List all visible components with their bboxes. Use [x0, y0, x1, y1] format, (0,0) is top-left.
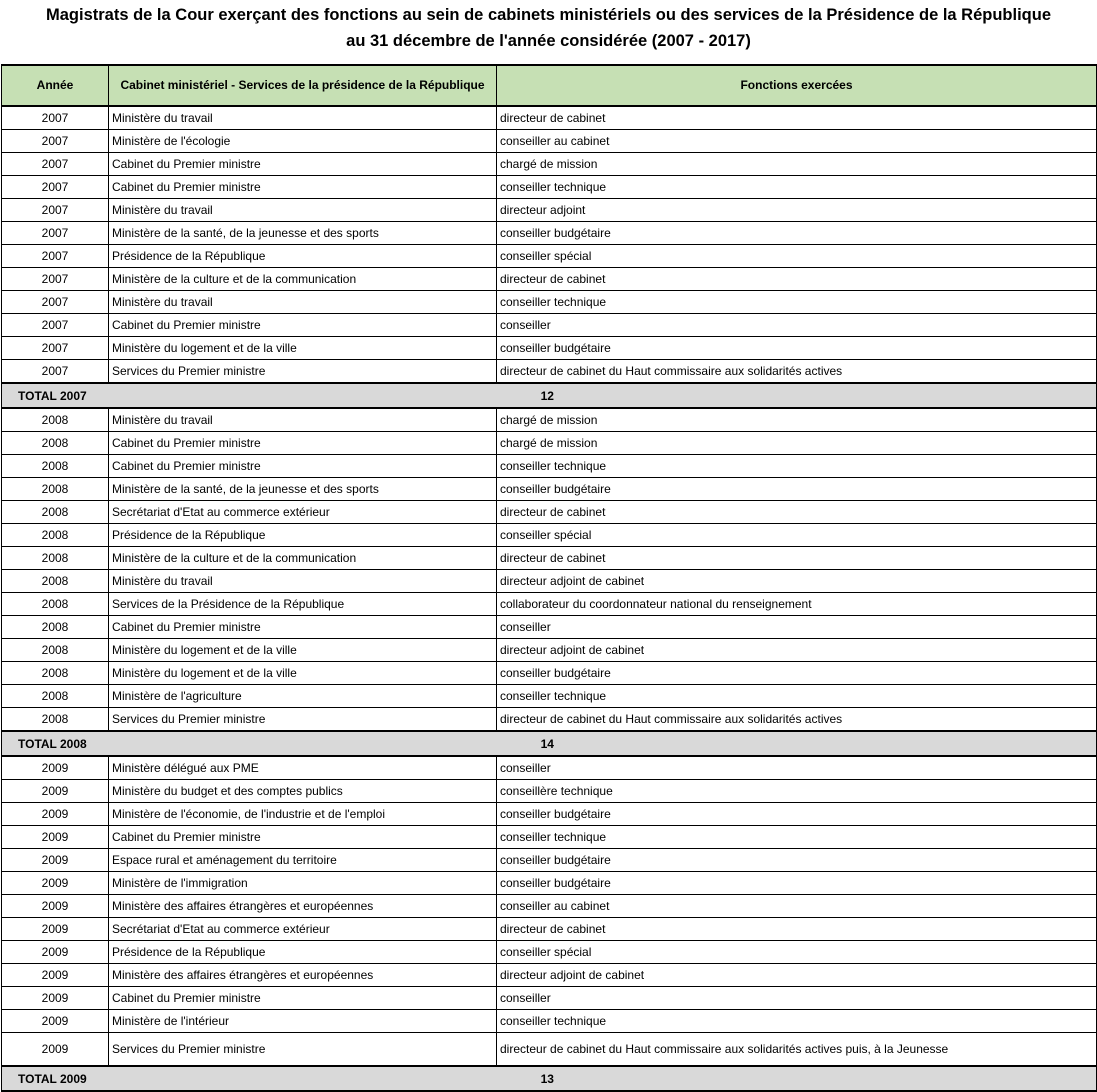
cell-cabinet: Ministère de l'immigration [109, 872, 497, 895]
table-row [2, 803, 1097, 826]
cell-year: 2007 [2, 176, 109, 199]
cell-fonction: directeur de cabinet du Haut commissaire aux solidarités actives puis, à la Jeunesse [497, 1033, 1097, 1067]
table-row [2, 153, 1097, 176]
header-fonctions: Fonctions exercées [497, 65, 1097, 106]
total-count: 14 [109, 731, 1097, 756]
cell-cabinet: Secrétariat d'Etat au commerce extérieur [109, 501, 497, 524]
table-row [2, 616, 1097, 639]
table-row [2, 826, 1097, 849]
table-row [2, 268, 1097, 291]
cell-fonction: conseiller technique [497, 1010, 1097, 1033]
cell-year: 2009 [2, 987, 109, 1010]
cell-cabinet: Ministère du logement et de la ville [109, 639, 497, 662]
cell-year: 2007 [2, 360, 109, 384]
total-label: TOTAL 2007 [2, 383, 109, 408]
cell-fonction: conseiller budgétaire [497, 337, 1097, 360]
cell-fonction: conseiller spécial [497, 941, 1097, 964]
cell-cabinet: Ministère de la culture et de la communication [109, 268, 497, 291]
cell-fonction: directeur adjoint [497, 199, 1097, 222]
title-line-1: Magistrats de la Cour exerçant des fonctions au sein de cabinets ministériels ou des services de la Présidence de la République [45, 6, 1052, 24]
cell-cabinet: Secrétariat d'Etat au commerce extérieur [109, 918, 497, 941]
cell-year: 2009 [2, 895, 109, 918]
cell-fonction: directeur de cabinet [497, 918, 1097, 941]
table-row [2, 337, 1097, 360]
cell-fonction: chargé de mission [497, 408, 1097, 432]
cell-fonction: conseillère technique [497, 780, 1097, 803]
total-label: TOTAL 2008 [2, 731, 109, 756]
cell-year: 2009 [2, 803, 109, 826]
cell-cabinet: Ministère du travail [109, 199, 497, 222]
cell-cabinet: Présidence de la République [109, 941, 497, 964]
cell-year: 2008 [2, 547, 109, 570]
cell-year: 2008 [2, 455, 109, 478]
cell-fonction: conseiller au cabinet [497, 130, 1097, 153]
cell-fonction: conseiller technique [497, 685, 1097, 708]
table-row [2, 895, 1097, 918]
cell-fonction: conseiller budgétaire [497, 872, 1097, 895]
cell-year: 2009 [2, 756, 109, 780]
table-row [2, 639, 1097, 662]
cell-year: 2008 [2, 708, 109, 732]
table-row [2, 408, 1097, 432]
total-row [2, 731, 1097, 756]
table-row [2, 130, 1097, 153]
cell-fonction: conseiller budgétaire [497, 222, 1097, 245]
cell-fonction: conseiller budgétaire [497, 478, 1097, 501]
cell-fonction: directeur de cabinet du Haut commissaire aux solidarités actives [497, 708, 1097, 732]
cell-year: 2009 [2, 1033, 109, 1067]
cell-fonction: conseiller au cabinet [497, 895, 1097, 918]
cell-cabinet: Ministère délégué aux PME [109, 756, 497, 780]
cell-fonction: directeur de cabinet [497, 268, 1097, 291]
table-row [2, 524, 1097, 547]
cell-fonction: collaborateur du coordonnateur national du renseignement [497, 593, 1097, 616]
table-row [2, 1033, 1097, 1067]
cell-cabinet: Ministère des affaires étrangères et européennes [109, 895, 497, 918]
table-row [2, 570, 1097, 593]
cell-year: 2007 [2, 199, 109, 222]
cell-fonction: directeur de cabinet du Haut commissaire aux solidarités actives [497, 360, 1097, 384]
table-row [2, 547, 1097, 570]
table-row [2, 685, 1097, 708]
cell-year: 2009 [2, 872, 109, 895]
header-cabinet: Cabinet ministériel - Services de la présidence de la République [109, 65, 497, 106]
cell-fonction: conseiller technique [497, 826, 1097, 849]
table-row [2, 1010, 1097, 1033]
cell-fonction: directeur adjoint de cabinet [497, 639, 1097, 662]
total-row [2, 383, 1097, 408]
cell-cabinet: Présidence de la République [109, 524, 497, 547]
cell-cabinet: Espace rural et aménagement du territoire [109, 849, 497, 872]
cell-fonction: conseiller [497, 987, 1097, 1010]
cell-year: 2007 [2, 130, 109, 153]
cell-cabinet: Ministère de l'agriculture [109, 685, 497, 708]
cell-cabinet: Cabinet du Premier ministre [109, 455, 497, 478]
table-row [2, 593, 1097, 616]
cell-year: 2007 [2, 337, 109, 360]
table-row [2, 941, 1097, 964]
cell-year: 2009 [2, 780, 109, 803]
table-row [2, 106, 1097, 130]
cell-fonction: directeur de cabinet [497, 501, 1097, 524]
table-row [2, 987, 1097, 1010]
table-row [2, 291, 1097, 314]
cell-year: 2008 [2, 662, 109, 685]
table-row [2, 918, 1097, 941]
cell-cabinet: Ministère de l'économie, de l'industrie et de l'emploi [109, 803, 497, 826]
cell-fonction: conseiller budgétaire [497, 849, 1097, 872]
table-row [2, 432, 1097, 455]
table-row [2, 478, 1097, 501]
table-row [2, 176, 1097, 199]
table-row [2, 780, 1097, 803]
cell-cabinet: Cabinet du Premier ministre [109, 987, 497, 1010]
cell-cabinet: Cabinet du Premier ministre [109, 432, 497, 455]
header-row [2, 65, 1097, 106]
cell-year: 2009 [2, 826, 109, 849]
cell-year: 2009 [2, 849, 109, 872]
cell-fonction: conseiller [497, 314, 1097, 337]
table-row [2, 662, 1097, 685]
cell-cabinet: Ministère de la culture et de la communication [109, 547, 497, 570]
cell-cabinet: Ministère de la santé, de la jeunesse et des sports [109, 222, 497, 245]
cell-year: 2008 [2, 616, 109, 639]
cell-fonction: conseiller technique [497, 291, 1097, 314]
cell-year: 2007 [2, 106, 109, 130]
cell-cabinet: Ministère de l'intérieur [109, 1010, 497, 1033]
table-row [2, 314, 1097, 337]
cell-fonction: conseiller budgétaire [497, 803, 1097, 826]
table-row [2, 708, 1097, 732]
title-line-2: au 31 décembre de l'année considérée (2007 - 2017) [346, 32, 751, 50]
cell-fonction: chargé de mission [497, 153, 1097, 176]
cell-fonction: directeur adjoint de cabinet [497, 570, 1097, 593]
cell-year: 2008 [2, 432, 109, 455]
table-row [2, 849, 1097, 872]
cell-cabinet: Présidence de la République [109, 245, 497, 268]
table-row [2, 455, 1097, 478]
cell-fonction: directeur adjoint de cabinet [497, 964, 1097, 987]
cell-year: 2007 [2, 245, 109, 268]
cell-cabinet: Cabinet du Premier ministre [109, 314, 497, 337]
table-row [2, 222, 1097, 245]
cell-year: 2008 [2, 524, 109, 547]
cell-fonction: chargé de mission [497, 432, 1097, 455]
header-year: Année [2, 65, 109, 106]
cell-cabinet: Ministère du travail [109, 291, 497, 314]
cell-year: 2008 [2, 639, 109, 662]
cell-year: 2008 [2, 501, 109, 524]
cell-cabinet: Ministère du logement et de la ville [109, 337, 497, 360]
cell-cabinet: Ministère du budget et des comptes publics [109, 780, 497, 803]
cell-cabinet: Ministère des affaires étrangères et européennes [109, 964, 497, 987]
cell-cabinet: Services du Premier ministre [109, 360, 497, 384]
cell-year: 2008 [2, 685, 109, 708]
cell-year: 2007 [2, 268, 109, 291]
total-count: 12 [109, 383, 1097, 408]
cell-cabinet: Ministère de la santé, de la jeunesse et des sports [109, 478, 497, 501]
cell-year: 2007 [2, 222, 109, 245]
cell-year: 2007 [2, 291, 109, 314]
table-body [2, 106, 1097, 1091]
magistrats-table [1, 64, 1097, 1092]
cell-cabinet: Ministère du travail [109, 106, 497, 130]
table-row [2, 199, 1097, 222]
table-row [2, 245, 1097, 268]
total-count: 13 [109, 1066, 1097, 1091]
cell-cabinet: Cabinet du Premier ministre [109, 176, 497, 199]
cell-fonction: conseiller technique [497, 176, 1097, 199]
cell-cabinet: Ministère du logement et de la ville [109, 662, 497, 685]
cell-year: 2008 [2, 593, 109, 616]
cell-fonction: conseiller [497, 756, 1097, 780]
cell-year: 2008 [2, 408, 109, 432]
cell-year: 2008 [2, 478, 109, 501]
page-title [0, 0, 1097, 62]
cell-fonction: conseiller spécial [497, 524, 1097, 547]
cell-cabinet: Cabinet du Premier ministre [109, 616, 497, 639]
cell-fonction: directeur de cabinet [497, 106, 1097, 130]
table-row [2, 501, 1097, 524]
cell-fonction: directeur de cabinet [497, 547, 1097, 570]
table-row [2, 360, 1097, 384]
cell-fonction: conseiller spécial [497, 245, 1097, 268]
table-row [2, 756, 1097, 780]
cell-cabinet: Ministère de l'écologie [109, 130, 497, 153]
cell-year: 2009 [2, 964, 109, 987]
cell-cabinet: Services du Premier ministre [109, 708, 497, 732]
total-label: TOTAL 2009 [2, 1066, 109, 1091]
cell-year: 2007 [2, 314, 109, 337]
cell-year: 2009 [2, 941, 109, 964]
cell-cabinet: Ministère du travail [109, 570, 497, 593]
cell-fonction: conseiller budgétaire [497, 662, 1097, 685]
cell-year: 2007 [2, 153, 109, 176]
table-row [2, 964, 1097, 987]
total-row [2, 1066, 1097, 1091]
cell-cabinet: Cabinet du Premier ministre [109, 826, 497, 849]
table-row [2, 872, 1097, 895]
cell-cabinet: Ministère du travail [109, 408, 497, 432]
cell-fonction: conseiller technique [497, 455, 1097, 478]
cell-cabinet: Services de la Présidence de la République [109, 593, 497, 616]
cell-year: 2008 [2, 570, 109, 593]
cell-year: 2009 [2, 918, 109, 941]
cell-fonction: conseiller [497, 616, 1097, 639]
cell-cabinet: Cabinet du Premier ministre [109, 153, 497, 176]
cell-year: 2009 [2, 1010, 109, 1033]
cell-cabinet: Services du Premier ministre [109, 1033, 497, 1067]
